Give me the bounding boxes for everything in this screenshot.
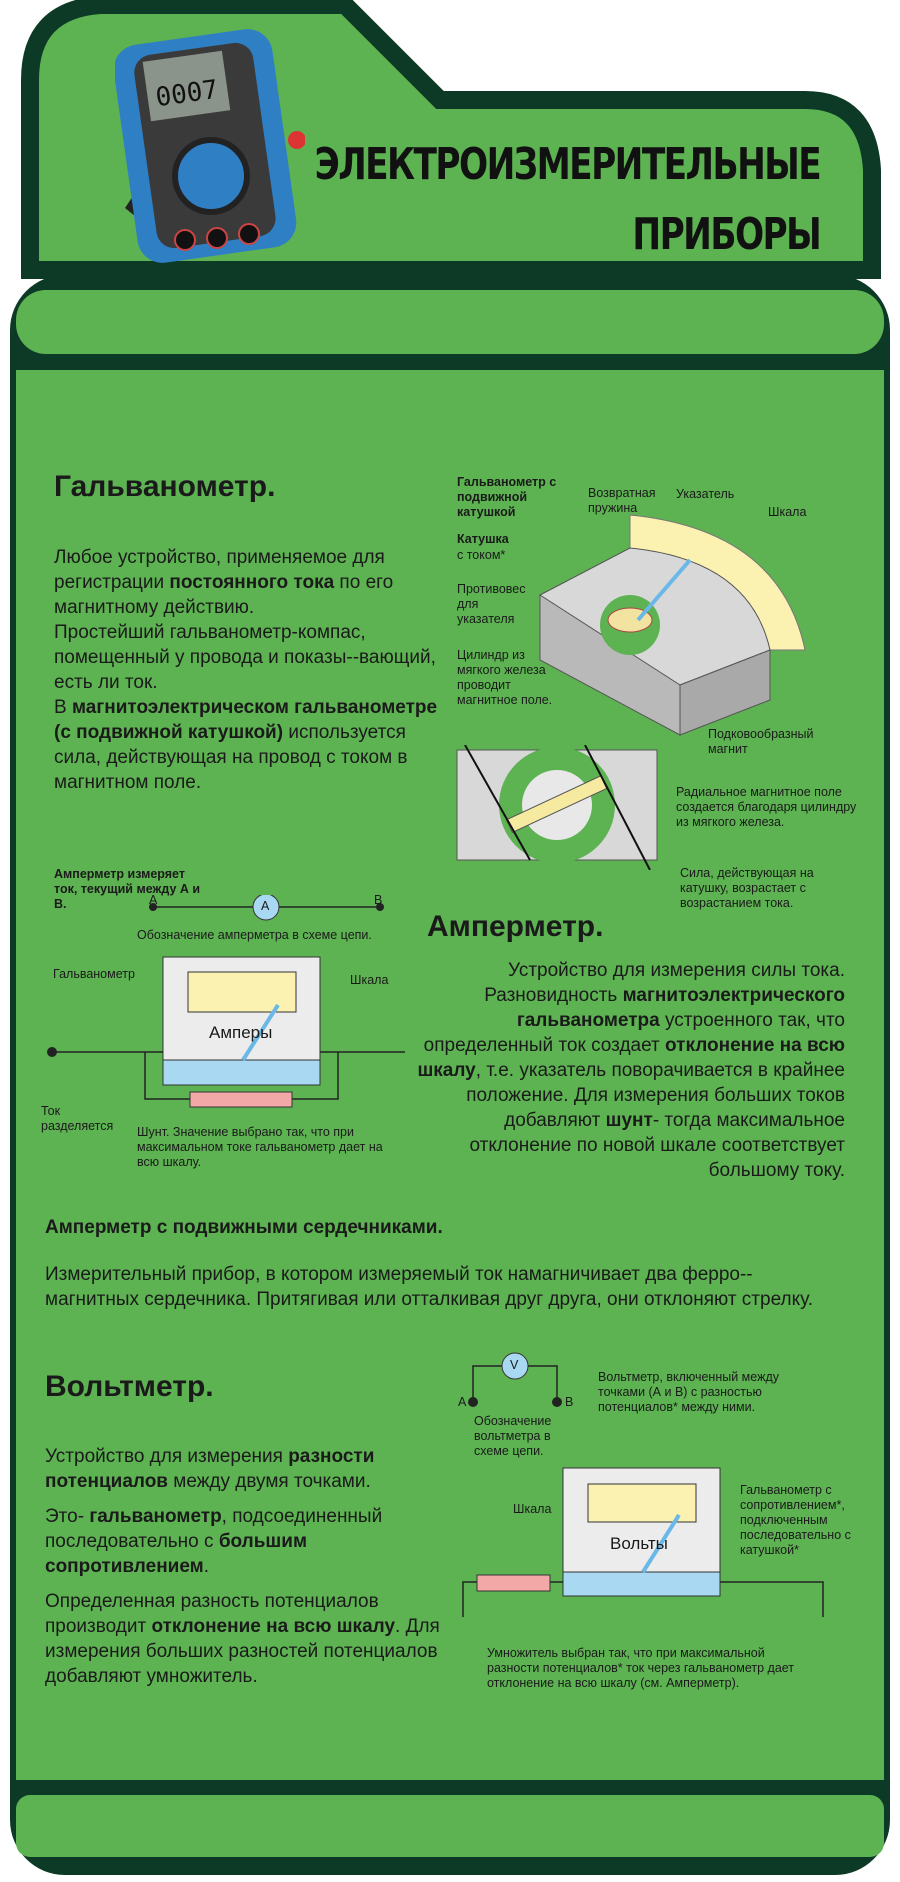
title-line-1: ЭЛЕКТРОИЗМЕРИТЕЛЬНЫЕ (314, 139, 820, 190)
label-scale: Шкала (768, 505, 807, 519)
voltmeter-description: Устройство для измерения разности потенциалов между двумя точками. Это- гальванометр, подсоединенный последовательно с большим сопротивлением. Определенная разность потенциалов производит отклонение на всю шкалу. Для измерения больших разностей потенциалов добавляют умножитель. (45, 1446, 440, 1687)
label-point-b: B (374, 893, 383, 907)
label-point-b: B (565, 1395, 574, 1409)
text-bold: шунт (605, 1110, 653, 1131)
label-amperes: Амперы (209, 1023, 273, 1042)
galvanometer-description (54, 545, 454, 795)
text-bold: (с подвижной катушкой) (54, 722, 284, 743)
text: Любое устройство, применяемое для регистрации (54, 547, 385, 593)
text-bold: большим сопротивлением (45, 1531, 308, 1577)
label-scale: Шкала (513, 1502, 552, 1516)
text-bold: магнитоэлектрическом гальванометре (71, 697, 438, 718)
label-counterweight: Противовес для указателя (457, 582, 526, 626)
voltmeter-heading: Вольтметр. (45, 1370, 214, 1403)
text: , т.е. указатель поворачивается в крайнее положение. Для измерения больших токов добавляют (466, 1060, 845, 1131)
text: , подсоединенный последовательно с (45, 1506, 383, 1552)
text: Это- (45, 1506, 90, 1527)
label-spring: Возвратная пружина (588, 486, 656, 515)
text: - тогда максимальное отклонение по новой шкале соответствует большому току. (469, 1110, 845, 1181)
text: Определенная разность потенциалов производит (45, 1591, 379, 1637)
label-volts: Вольты (610, 1534, 668, 1553)
text-bold: постоянного тока (169, 572, 335, 593)
ammeter-symbol: A (261, 899, 270, 913)
label-coil: Катушка (457, 532, 509, 546)
label-point-a: A (458, 1395, 467, 1409)
label-scale: Шкала (350, 973, 389, 987)
radial-field-diagram (455, 745, 660, 870)
text: Устройство для измерения (45, 1446, 289, 1467)
text-bold: отклонение на всю шкалу (417, 1035, 845, 1081)
label-voltmeter-symbol: Обозначение вольтметра в схеме цепи. (474, 1414, 552, 1458)
label-multiplier: Умножитель выбран так, что при максимальной разности потенциалов* ток через гальванометр дает отклонение на всю шкалу (см. Амперметр). (487, 1646, 795, 1690)
text: Разновидность (484, 985, 623, 1006)
label-current-splits: Ток разделяется (41, 1104, 114, 1133)
text-bold: отклонение на всю шкалу (151, 1616, 396, 1637)
label-galvanometer: Гальванометр (53, 967, 135, 981)
label-galvanometer-resistance: Гальванометр с сопротивлением*, подключенным последовательно с катушкой* (740, 1483, 851, 1557)
label-force: Сила, действующая на катушку, возрастает с возрастанием тока. (680, 866, 814, 910)
ammeter-description (410, 958, 845, 1183)
label-magnet: Подковообразный магнит (708, 727, 814, 756)
voltmeter-symbol: V (510, 1358, 519, 1372)
multimeter-display: 0007 (153, 74, 220, 114)
text: устроенного так, что определенный ток создает (423, 1010, 845, 1056)
text-bold: магнитоэлектрического гальванометра (516, 985, 845, 1031)
moving-iron-heading: Амперметр с подвижными сердечниками. (45, 1217, 443, 1238)
ammeter-heading: Амперметр. (427, 910, 604, 943)
text: В (54, 697, 72, 718)
page-title (314, 130, 820, 270)
label-pointer: Указатель (676, 487, 735, 501)
moving-iron-description: Измерительный прибор, в котором измеряемый ток намагничивает два ферро--магнитных сердечника. Притягивая или отталкивая друг друга, они отклоняют стрелку. (45, 1264, 813, 1310)
label-voltmeter-connected: Вольтметр, включенный между точками (А и В) с разностью потенциалов* между ними. (598, 1370, 779, 1414)
text-bold: гальванометр (89, 1506, 222, 1527)
label-cylinder: Цилиндр из мягкого железа проводит магнитное поле. (457, 648, 553, 707)
label-ammeter-symbol: Обозначение амперметра в схеме цепи. (137, 928, 372, 942)
text: Устройство для измерения силы тока. (508, 960, 845, 981)
text: Простейший гальванометр-компас, помещенный у провода и показы--вающий, есть ли ток. (54, 622, 436, 693)
label-shunt: Шунт. Значение выбрано так, что при максимальном токе гальванометр дает на всю шкалу. (137, 1125, 383, 1169)
text-bold: разности потенциалов (45, 1446, 375, 1492)
text: по его магнитному действию. (54, 572, 394, 618)
multimeter-image (115, 28, 305, 268)
label-diagram-title: Гальванометр с подвижной катушкой (457, 475, 557, 519)
label-point-a: A (149, 893, 158, 907)
text: . Для измерения больших разностей потенциалов добавляют умножитель. (45, 1616, 440, 1687)
label-coil-current: с током* (457, 548, 506, 562)
label-radial-field: Радиальное магнитное поле создается благодаря цилиндру из мягкого железа. (676, 785, 857, 829)
title-line-2: ПРИБОРЫ (632, 209, 820, 260)
label-ammeter-measures: Амперметр измеряет ток, текущий между А и В. (54, 867, 201, 911)
text: используется сила, действующая на провод с током в магнитном поле. (54, 722, 408, 793)
text: между двумя точками. (168, 1471, 371, 1492)
galvanometer-heading: Гальванометр. (54, 470, 276, 503)
